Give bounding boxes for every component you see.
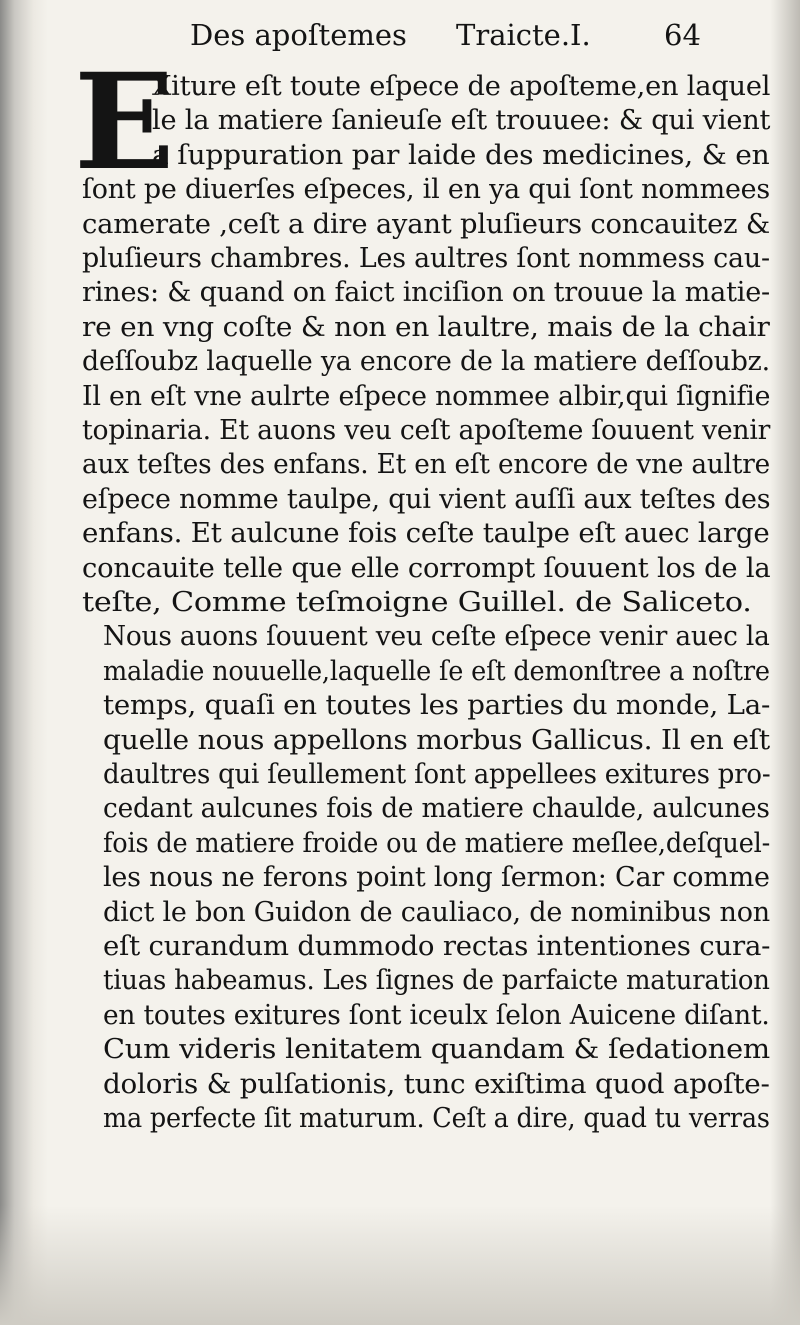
text-line: doloris & pulſationis, tunc exiſtima quod apoſte- — [103, 1068, 770, 1100]
text-line: ma perfecte ſit maturum. Ceſt a dire, quad tu verras — [103, 1103, 770, 1134]
page-number: 64 — [664, 18, 701, 52]
text-line: dict le bon Guidon de cauliaco, de nominibus non — [103, 896, 770, 928]
text-line: teſte, Comme teſmoigne Guillel. de Saliceto. — [82, 587, 752, 618]
text-line: en toutes exitures ſont iceulx ſelon Auicene diſant. — [103, 999, 770, 1031]
page-gutter-shadow — [0, 0, 48, 1325]
text-line: enfans. Et aulcune fois ceſte taulpe eſt auec large — [82, 518, 770, 550]
text-line: Il en eſt vne aulrte eſpece nommee albir,qui ſignifie — [82, 380, 771, 412]
treatise-label: Traicte.I. — [456, 18, 591, 52]
text-line: re en vng coſte & non en laultre, mais de la chair — [82, 311, 770, 343]
text-line: aux teſtes des enfans. Et en eſt encore de vne aultre — [82, 449, 770, 481]
text-line: cedant aulcunes fois de matiere chaulde, aulcunes — [103, 793, 770, 825]
text-line: Cum videris lenitatem quandam & ſedationem — [103, 1034, 770, 1066]
text-line: fois de matiere froide ou de matiere meſlee,deſquel- — [103, 827, 771, 859]
text-line: ſont pe diuerſes eſpeces, il en ya qui ſont nommees — [82, 174, 771, 206]
running-title: Des apoſtemes — [190, 18, 407, 52]
text-line: eſt curandum dummodo rectas intentiones cura- — [103, 931, 771, 962]
text-line: rines: & quand on faict inciſion on trouue la matie- — [82, 277, 771, 309]
page-bottom-shadow — [0, 1205, 800, 1325]
text-line: tiuas habeamus. Les ſignes de parfaicte maturation — [103, 965, 770, 997]
text-line: a ſuppuration par laide des medicines, & en — [152, 139, 770, 171]
text-line: Nous auons ſouuent veu ceſte eſpece venir auec la — [103, 621, 770, 653]
drop-cap: E — [74, 45, 175, 200]
text-line: Xiture eſt toute eſpece de apoſteme,en laquel — [152, 71, 771, 102]
text-line: maladie nouuelle,laquelle ſe eſt demonſtree a noſtre — [103, 655, 770, 687]
text-line: camerate ,ceſt a dire ayant pluſieurs concauitez & — [82, 208, 771, 240]
text-line: concauite telle que elle corrompt ſouuent los de la — [82, 552, 771, 584]
text-line: les nous ne ferons point long ſermon: Car comme — [103, 862, 770, 894]
text-line: eſpece nomme taulpe, qui vient auſſi aux teſtes des — [82, 483, 771, 515]
text-line: daultres qui ſeullement ſont appellees exitures pro- — [103, 759, 771, 790]
page-edge-shadow — [770, 0, 800, 1325]
text-line: pluſieurs chambres. Les aultres ſont nommess cau- — [82, 243, 770, 274]
text-line: deſſoubz laquelle ya encore de la matiere deſſoubz. — [82, 346, 770, 378]
text-line: le la matiere ſanieuſe eſt trouuee: & qui vient — [152, 105, 771, 137]
text-line: topinaria. Et auons veu ceſt apoſteme ſouuent venir — [82, 415, 771, 446]
text-line: quelle nous appellons morbus Gallicus. Il en eſt — [103, 724, 770, 756]
text-line: temps, quaſi en toutes les parties du monde, La- — [103, 690, 771, 722]
